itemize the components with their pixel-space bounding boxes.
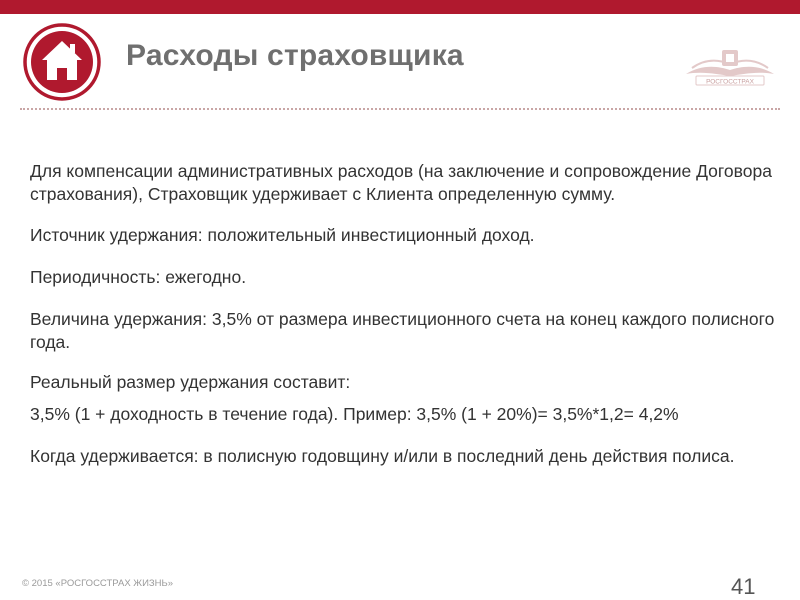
slide-body (30, 160, 780, 468)
period-paragraph: Периодичность: ежегодно. (30, 267, 247, 287)
footer-copyright: © 2015 «РОСГОССТРАХ ЖИЗНЬ» (22, 578, 174, 589)
logo-text: РОСГОССТРАХ (706, 78, 754, 86)
top-brand-bar (0, 0, 800, 14)
real-amount-paragraph: Реальный размер удержания составит: (30, 372, 351, 392)
when-paragraph: Когда удерживается: в полисную годовщину и/или в последний день действия полиса. (30, 446, 735, 466)
amount-paragraph: Величина удержания: 3,5% от размера инвестиционного счета на конец каждого полисного года. (30, 309, 775, 352)
rosgosstrakh-logo (682, 44, 778, 92)
house-icon[interactable] (22, 22, 102, 102)
page-title: Расходы страховщика (126, 39, 464, 72)
page-number: 41 (731, 574, 756, 599)
source-paragraph: Источник удержания: положительный инвестиционный доход. (30, 225, 535, 245)
intro-paragraph: Для компенсации административных расходов (на заключение и сопровождение Договора страхования), Страховщик удерживает с Клиента определенную сумму. (30, 161, 772, 204)
formula-paragraph: 3,5% (1 + доходность в течение года). Пример: 3,5% (1 + 20%)= 3,5%*1,2= 4,2% (30, 404, 679, 424)
header-divider (20, 108, 780, 110)
